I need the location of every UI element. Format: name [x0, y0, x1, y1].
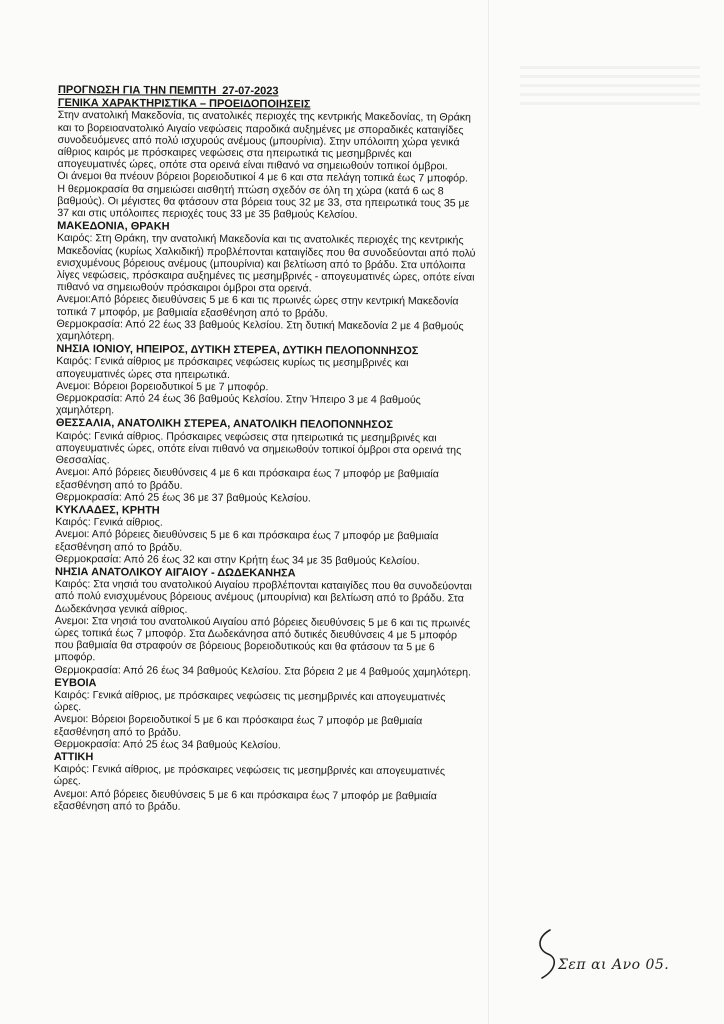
region-ionian-epirus	[56, 343, 476, 419]
handwritten-signature	[532, 924, 712, 984]
region-weather: Καιρός: Στη Θράκη, την ανατολική Μακεδονία και τις ανατολικές περιοχές της κεντρικής Μακεδονίας (κυρίως Χαλκιδική) προβλέπονται καταιγίδες που θα συνοδεύονται από πολύ ενισχυμένους βόρειους ανέμους (μπουρίνια) και βελτίωση από το βράδυ. Στα υπόλοιπα λίγες νεφώσεις, πρόσκαιρα αυξημένες τις μεσημβρινές - απογευματινές ώρες, οπότε είναι πιθανό να σημειωθούν πρόσκαιροι όμβροι στα ορεινά.	[56, 232, 476, 295]
region-wind: Ανεμοι: Στα νησιά του ανατολικού Αιγαίου από βόρειες διευθύνσεις 5 με 6 και τις πρωινές ώρες τοπικά έως 7 μποφόρ. Στα Δωδεκάνησα από δυτικές διευθύνσεις 4 με 5 μποφόρ που βαθμιαία θα στραφούν σε βόρειους βορειοδυτικούς και θα φτάσουν τα 5 με 6 μποφόρ.	[54, 614, 471, 664]
region-temperature: Θερμοκρασία: Από 24 έως 36 βαθμούς Κελσίου. Στην Ήπειρο 3 με 4 βαθμούς χαμηλότερη.	[55, 392, 421, 417]
bleed-through-text	[520, 60, 700, 111]
region-wind: Ανεμοι: Από βόρειες διευθύνσεις 5 με 6 και πρόσκαιρα έως 7 μποφόρ με βαθμιαία εξασθένηση από το βράδυ.	[55, 528, 439, 554]
signature-stroke-icon	[532, 924, 712, 984]
paper-crease	[488, 0, 489, 1024]
forecast-content	[54, 84, 478, 815]
region-east-aegean-dodecanese	[54, 566, 475, 678]
region-heading: ΚΥΚΛΑΔΕΣ, ΚΡΗΤΗ	[55, 503, 160, 517]
region-temperature: Θερμοκρασία: Από 22 έως 33 βαθμούς Κελσίου. Στη δυτική Μακεδονία 2 με 4 βαθμούς χαμηλότερη.	[56, 317, 464, 343]
region-heading: ΝΗΣΙΑ ΙΟΝΙΟΥ, ΗΠΕΙΡΟΣ, ΔΥΤΙΚΗ ΣΤΕΡΕΑ, ΔΥΤΙΚΗ ΠΕΛΟΠΟΝΝΗΣΟΣ	[56, 343, 419, 358]
region-wind: Ανεμοι: Βόρειοι βορειοδυτικοί 5 με 6 και πρόσκαιρα έως 7 μποφόρ με βαθμιαία εξασθένηση από το βράδυ.	[54, 713, 423, 739]
region-heading: ΜΑΚΕΔΟΝΙΑ, ΘΡΑΚΗ	[57, 220, 170, 233]
region-evia	[54, 677, 474, 753]
forecast-title: ΠΡΟΓΝΩΣΗ ΓΙΑ ΤΗΝ ΠΕΜΠΤΗ 27-07-2023	[57, 84, 279, 98]
region-heading: ΝΗΣΙΑ ΑΝΑΤΟΛΙΚΟΥ ΑΙΓΑΙΟΥ - ΔΩΔΕΚΑΝΗΣΑ	[54, 565, 296, 580]
region-heading: ΘΕΣΣΑΛΙΑ, ΑΝΑΤΟΛΙΚΗ ΣΤΕΡΕΑ, ΑΝΑΤΟΛΙΚΗ ΠΕΛΟΠΟΝΝΗΣΟΣ	[55, 417, 394, 432]
region-thessaly-east	[55, 417, 476, 505]
region-temperature: Θερμοκρασία: Από 25 έως 34 βαθμούς Κελσίου.	[53, 737, 281, 752]
region-weather: Καιρός: Γενικά αίθριος, με πρόσκαιρες νεφώσεις τις μεσημβρινές και απογευματινές ώρες.	[54, 688, 446, 714]
region-attica	[54, 751, 474, 815]
general-heading: ΓΕΝΙΚΑ ΧΑΡΑΚΤΗΡΙΣΤΙΚΑ – ΠΡΟΕΙΔΟΠΟΙΗΣΕΙΣ	[57, 97, 311, 111]
signature-text: Σεπ αι Ανο 05.	[558, 957, 670, 973]
region-weather: Καιρός: Γενικά αίθριος με πρόσκαιρες νεφώσεις κυρίως τις μεσημβρινές και απογευματινές ώρες στα ηπειρωτικά.	[56, 355, 409, 381]
region-cyclades-crete	[55, 504, 475, 568]
region-wind: Ανεμοι: Από βόρειες διευθύνσεις 5 με 6 και πρόσκαιρα έως 7 μποφόρ με βαθμιαία εξασθένηση από το βράδυ.	[53, 787, 437, 813]
general-paragraph-1: Στην ανατολική Μακεδονία, τις ανατολικές περιοχές της κεντρικής Μακεδονίας, τη Θράκη και το βορειοανατολικό Αιγαίο νεφώσεις παροδικά αυξημένες με σποραδικές καταιγίδες συνοδευόμενες από πολύ ισχυρούς ανέμους (μπουρίνια). Στην υπόλοιπη χώρα γενικά αίθριος καιρός με πρόσκαιρες νεφώσεις στα ηπειρωτικά τις μεσημβρινές και απογευματινές ώρες, οπότε στα ορεινά είναι πιθανό να σημειωθούν τοπικοί όμβροι.	[57, 109, 471, 173]
region-wind: Ανεμοι:Από βόρειες διευθύνσεις 5 με 6 και τις πρωινές ώρες στην κεντρική Μακεδονία τοπικά 7 μποφόρ, με βαθμιαία εξασθένηση από το βράδυ.	[56, 293, 459, 320]
region-weather: Καιρός: Γενικά αίθριος, με πρόσκαιρες νεφώσεις τις μεσημβρινές και απογευματινές ώρες.	[53, 763, 446, 788]
general-paragraph-3: Η θερμοκρασία θα σημειώσει αισθητή πτώση σχεδόν σε όλη τη χώρα (κατά 6 ως 8 βαθμούς). Οι μέγιστες θα φτάσουν στα βόρεια τους 32 με 33, στα ηπειρωτικά τους 35 με 37 και στις υπόλοιπες περιοχές τους 33 με 35 βαθμούς Κελσίου.	[57, 182, 470, 221]
region-heading: ΕΥΒΟΙΑ	[54, 676, 97, 689]
region-wind: Ανεμοι: Βόρειοι βορειοδυτικοί 5 με 7 μποφόρ.	[56, 379, 269, 394]
region-temperature: Θερμοκρασία: Από 26 έως 34 βαθμούς Κελσίου. Στα βόρεια 2 με 4 βαθμούς χαμηλότερη.	[54, 663, 471, 679]
region-macedonia-thrace	[56, 220, 477, 345]
region-temperature: Θερμοκρασία: Από 25 έως 36 με 37 βαθμούς Κελσίου.	[55, 490, 311, 505]
region-weather: Καιρός: Στα νησιά του ανατολικού Αιγαίου προβλέπονται καταιγίδες που θα συνοδεύονται από πολύ ενισχυμένους βόρειους ανέμους (μπουρίνια) και βελτίωση από το βράδυ. Στα Δωδεκάνησα γενικά αίθριος.	[54, 578, 472, 616]
region-wind: Ανεμοι: Από βόρειες διευθύνσεις 4 με 6 και πρόσκαιρα έως 7 μποφόρ με βαθμιαία εξασθένηση από το βράδυ.	[55, 466, 439, 492]
region-weather: Καιρός: Γενικά αίθριος.	[55, 516, 163, 529]
region-temperature: Θερμοκρασία: Από 26 έως 32 και στην Κρήτη έως 34 με 35 βαθμούς Κελσίου.	[55, 552, 420, 567]
general-paragraph-2: Οι άνεμοι θα πνέουν βόρειοι βορειοδυτικοί 4 με 6 και στα πελάγη τοπικά έως 7 μποφόρ.	[57, 170, 469, 185]
region-heading: ΑΤΤΙΚΗ	[53, 750, 94, 764]
region-weather: Καιρός: Γενικά αίθριος. Πρόσκαιρες νεφώσεις στα ηπειρωτικά τις μεσημβρινές και απογευματινές ώρες, οπότε είναι πιθανό να σημειωθούν τοπικοί όμβροι στα ορεινά της Θεσσαλίας.	[55, 429, 462, 467]
